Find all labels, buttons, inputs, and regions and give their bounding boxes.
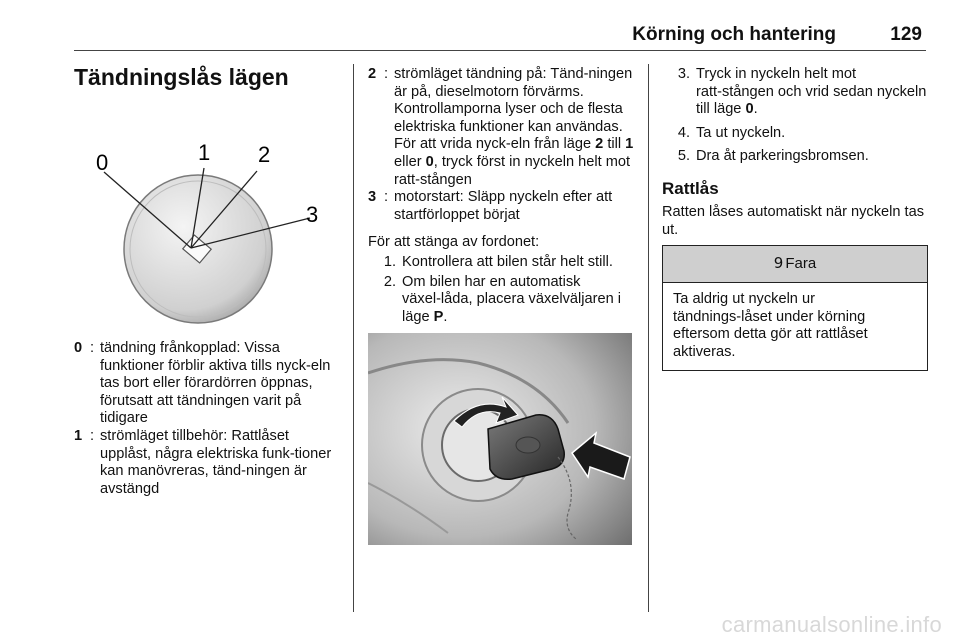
warning-title: Fara <box>785 255 817 273</box>
list-item: 2 : strömläget tändning på: Tänd‑ningen är på, dieselmotorn förvärms. Kontrollamporna lyser och de flesta elektriska funktioner kan användas. För att vrida nyck‑eln från läge 2 till 1 eller 0, tryck först in nyckeln helt mot ratt‑stången <box>368 66 634 188</box>
shutdown-steps-continued <box>662 66 928 166</box>
watermark: carmanualsonline.info <box>721 612 942 637</box>
warning-box <box>662 245 928 370</box>
column-1 <box>74 62 340 498</box>
list-item: 3. Tryck in nyckeln helt mot ratt‑stången och vrid sedan nyckeln till läge 0. <box>677 66 927 118</box>
page-header <box>74 24 926 51</box>
diagram-label-2: 2 <box>258 142 271 167</box>
warning-text: Ta aldrig ut nyckeln ur tändnings‑låset under körning eftersom detta gör att rattlåset aktiveras. <box>673 291 868 360</box>
shutdown-steps <box>368 254 634 326</box>
ignition-key-photo <box>368 333 632 545</box>
position-description: motorstart: Släpp nyckeln efter att startförloppet börjat <box>394 189 613 223</box>
warning-header <box>663 246 927 283</box>
diagram-label-1: 1 <box>198 140 211 165</box>
list-item: 1 : strömläget tillbehör: Rattlåset upplåst, några elektriska funk‑tioner kan manövreras, tänd‑ningen är avstängd <box>74 428 340 498</box>
column-divider-right <box>648 64 649 612</box>
list-item: 4. Ta ut nyckeln. <box>677 124 786 141</box>
section-title: Körning och hantering <box>632 24 836 45</box>
position-number: 0 <box>74 340 83 356</box>
page-title: Tändningslås lägen <box>74 64 289 90</box>
position-number: 1 <box>74 427 83 444</box>
shutdown-intro: För att stänga av fordonet: <box>368 234 540 251</box>
position-number: 2 <box>368 66 377 82</box>
ignition-position-list <box>74 340 340 498</box>
position-description: tändning frånkopplad: Vissa funktioner förblir aktiva tills nyck‑eln tas bort eller förardörren öppnas, förutsatt att tändningen varit på tidigare <box>100 340 331 427</box>
warning-symbol-icon: 9 <box>773 254 784 273</box>
list-item: 1. Kontrollera att bilen står helt still. <box>383 253 613 270</box>
list-item: 0 : tändning frånkopplad: Vissa funktioner förblir aktiva tills nyck‑eln tas bort eller förardörren öppnas, förutsatt att tändningen varit på tidigare <box>74 340 340 428</box>
steering-lock-text: Ratten låses automatiskt när nyckeln tas ut. <box>662 203 925 238</box>
list-item: 3 : motorstart: Släpp nyckeln efter att startförloppet börjat <box>368 189 634 224</box>
list-item: 5. Dra åt parkeringsbromsen. <box>677 148 869 165</box>
page-number: 129 <box>890 24 922 45</box>
section-heading: Rattlås <box>662 178 719 198</box>
position-description: strömläget tändning på: Tänd‑ningen är på, dieselmotorn förvärms. Kontrollamporna lyser och de flesta elektriska funktioner kan användas. För att vrida nyck‑eln från läge 2 till 1 eller 0, tryck först in nyckeln helt mot ratt‑stången <box>394 66 634 188</box>
column-3 <box>662 62 928 371</box>
position-description: strömläget tillbehör: Rattlåset upplåst, några elektriska funk‑tioner kan manövreras, tänd‑ningen är avstängd <box>100 427 332 497</box>
position-number: 3 <box>368 189 377 206</box>
list-item: 2. Om bilen har en automatisk växel‑låda, placera växelväljaren i läge P. <box>383 273 622 325</box>
ignition-position-list <box>368 66 634 224</box>
ignition-positions-diagram <box>74 96 340 334</box>
diagram-label-0: 0 <box>96 150 109 175</box>
diagram-label-3: 3 <box>306 202 319 227</box>
column-2 <box>368 62 634 545</box>
column-divider-left <box>353 64 354 612</box>
